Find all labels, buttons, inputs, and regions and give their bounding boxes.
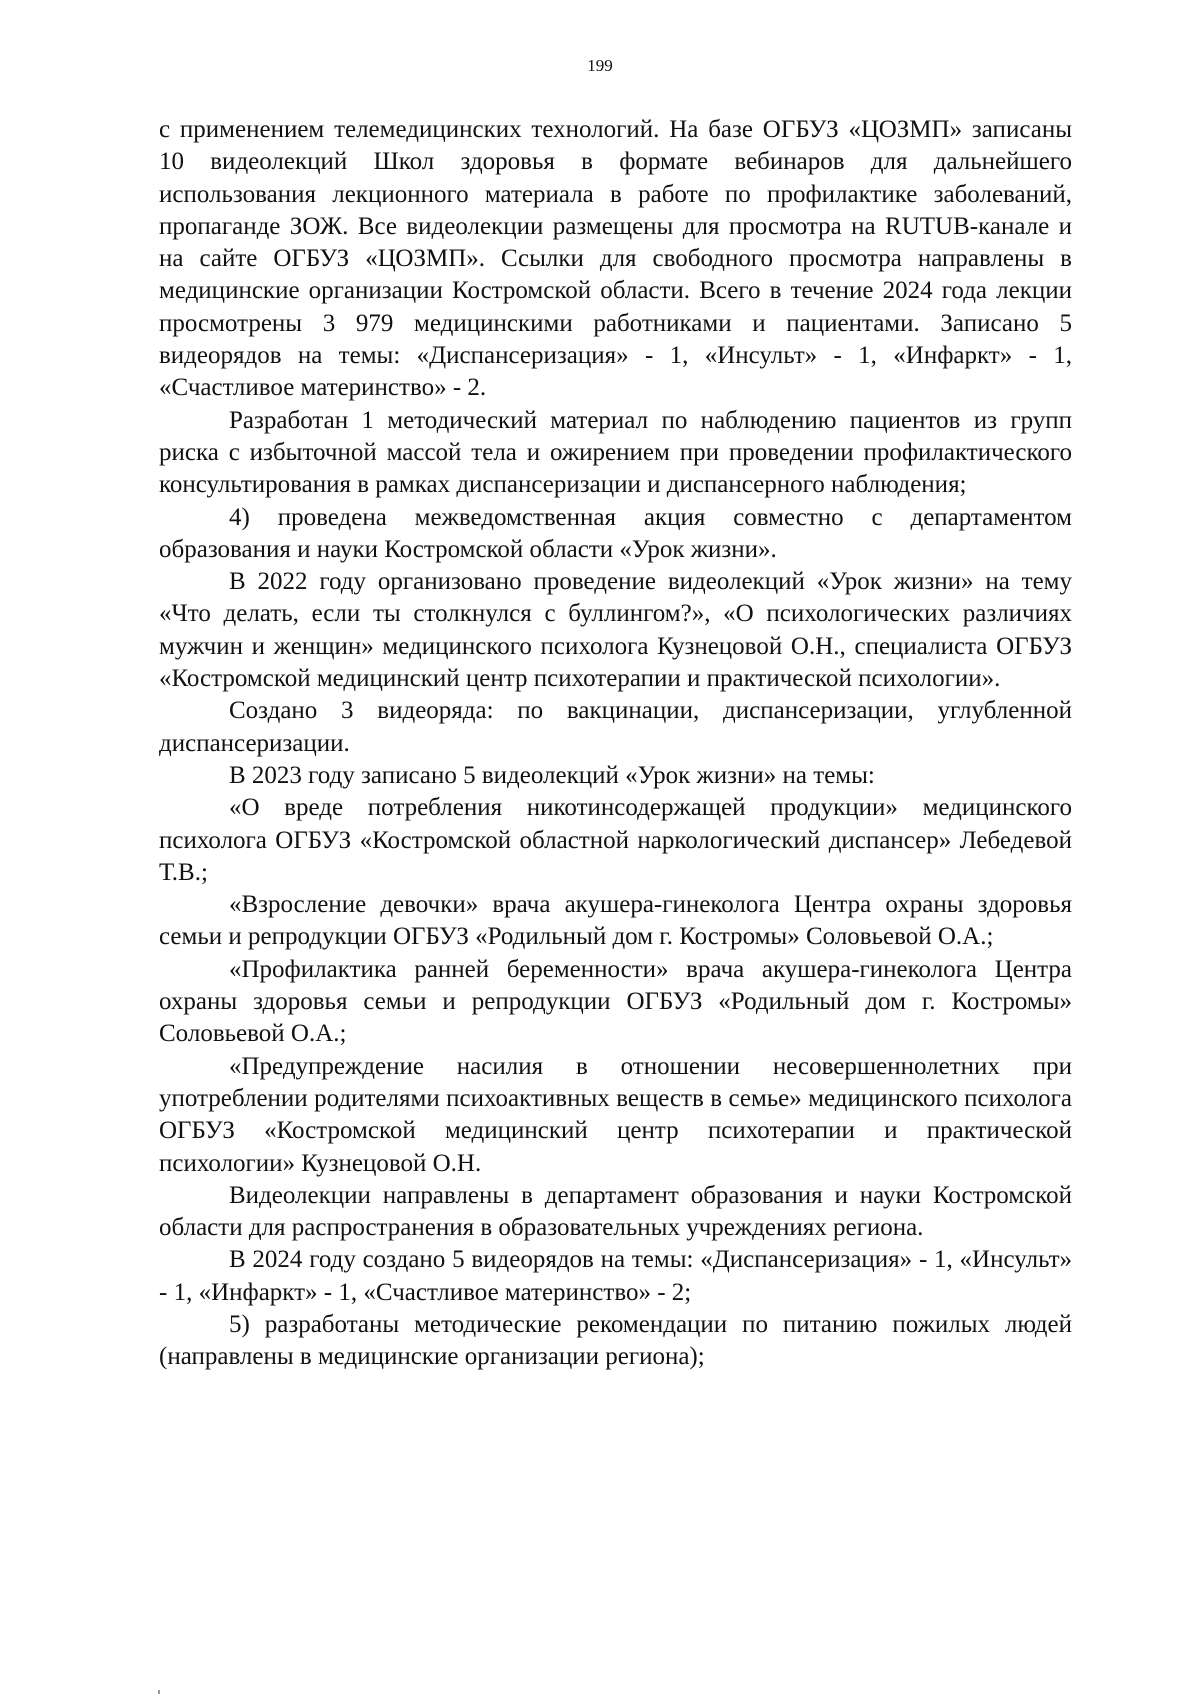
page-number: 199 <box>587 56 613 75</box>
paragraph-video-series-created: Создано 3 видеоряда: по вакцинации, диспансеризации, углубленной диспансеризации. <box>159 697 1072 757</box>
scan-edge-mark <box>158 1690 160 1694</box>
paragraph-2022-lectures: В 2022 году организовано проведение видеолекций «Урок жизни» на тему «Что делать, если ты столкнулся с буллингом?», «О психологических различиях мужчин и женщин» медицинского психолога Кузнецовой О.Н., специалиста ОГБУЗ «Костромской медицинский центр психотерапии и практической психологии». <box>159 568 1072 693</box>
paragraph-interagency-action: 4) проведена межведомственная акция совместно с департаментом образования и науки Костромской области «Урок жизни». <box>159 503 1072 563</box>
paragraph-methodical-material: Разработан 1 методический материал по наблюдению пациентов из групп риска с избыточной массой тела и ожирением при проведении профилактического консультирования в рамках диспансеризации и диспансерного наблюдения; <box>159 406 1072 499</box>
document-body <box>159 114 1072 1374</box>
list-item-early-pregnancy: «Профилактика ранней беременности» врача акушера-гинеколога Центра охраны здоровья семьи и репродукции ОГБУЗ «Родильный дом г. Костромы» Соловьевой О.А.; <box>159 955 1072 1048</box>
list-item-violence-prevention: «Предупреждение насилия в отношении несовершеннолетних при употреблении родителями психоактивных веществ в семье» медицинского психолога ОГБУЗ «Костромской медицинский центр психотерапии и практической психологии» Кузнецовой О.Н. <box>159 1052 1072 1177</box>
paragraph-nutrition-recommendations: 5) разработаны методические рекомендации по питанию пожилых людей (направлены в медицинские организации региона); <box>159 1310 1072 1371</box>
paragraph-lectures-sent: Видеолекции направлены в департамент образования и науки Костромской области для распространения в образовательных учреждениях региона. <box>159 1181 1072 1242</box>
paragraph-2024-video-series: В 2024 году создано 5 видеорядов на темы: «Диспансеризация» - 1, «Инсульт» - 1, «Инфаркт» - 1, «Счастливое материнство» - 2; <box>159 1246 1072 1306</box>
paragraph-2023-lectures-intro: В 2023 году записано 5 видеолекций «Урок жизни» на темы: <box>229 761 875 789</box>
paragraph-telemedicine-lectures: с применением телемедицинских технологий. На базе ОГБУЗ «ЦОЗМП» записаны 10 видеолекций Школ здоровья в формате вебинаров для дальнейшего использования лекционного материала в работе по профилактике заболеваний, пропаганде ЗОЖ. Все видеолекции размещены для просмотра на RUTUB-канале и на сайте ОГБУЗ «ЦОЗМП». Ссылки для свободного просмотра направлены в медицинские организации Костромской области. Всего в течение 2024 года лекции просмотрены 3 979 медицинскими работниками и пациентами. Записано 5 видеорядов на темы: «Диспансеризация» - 1, «Инсульт» - 1, «Инфаркт» - 1, «Счастливое материнство» - 2. <box>159 116 1072 402</box>
list-item-nicotine-harm: «О вреде потребления никотинсодержащей продукции» медицинского психолога ОГБУЗ «Костромской областной наркологический диспансер» Лебедевой Т.В.; <box>159 794 1072 886</box>
list-item-girl-growing-up: «Взросление девочки» врача акушера-гинеколога Центра охраны здоровья семьи и репродукции ОГБУЗ «Родильный дом г. Костромы» Соловьевой О.А.; <box>159 891 1072 951</box>
